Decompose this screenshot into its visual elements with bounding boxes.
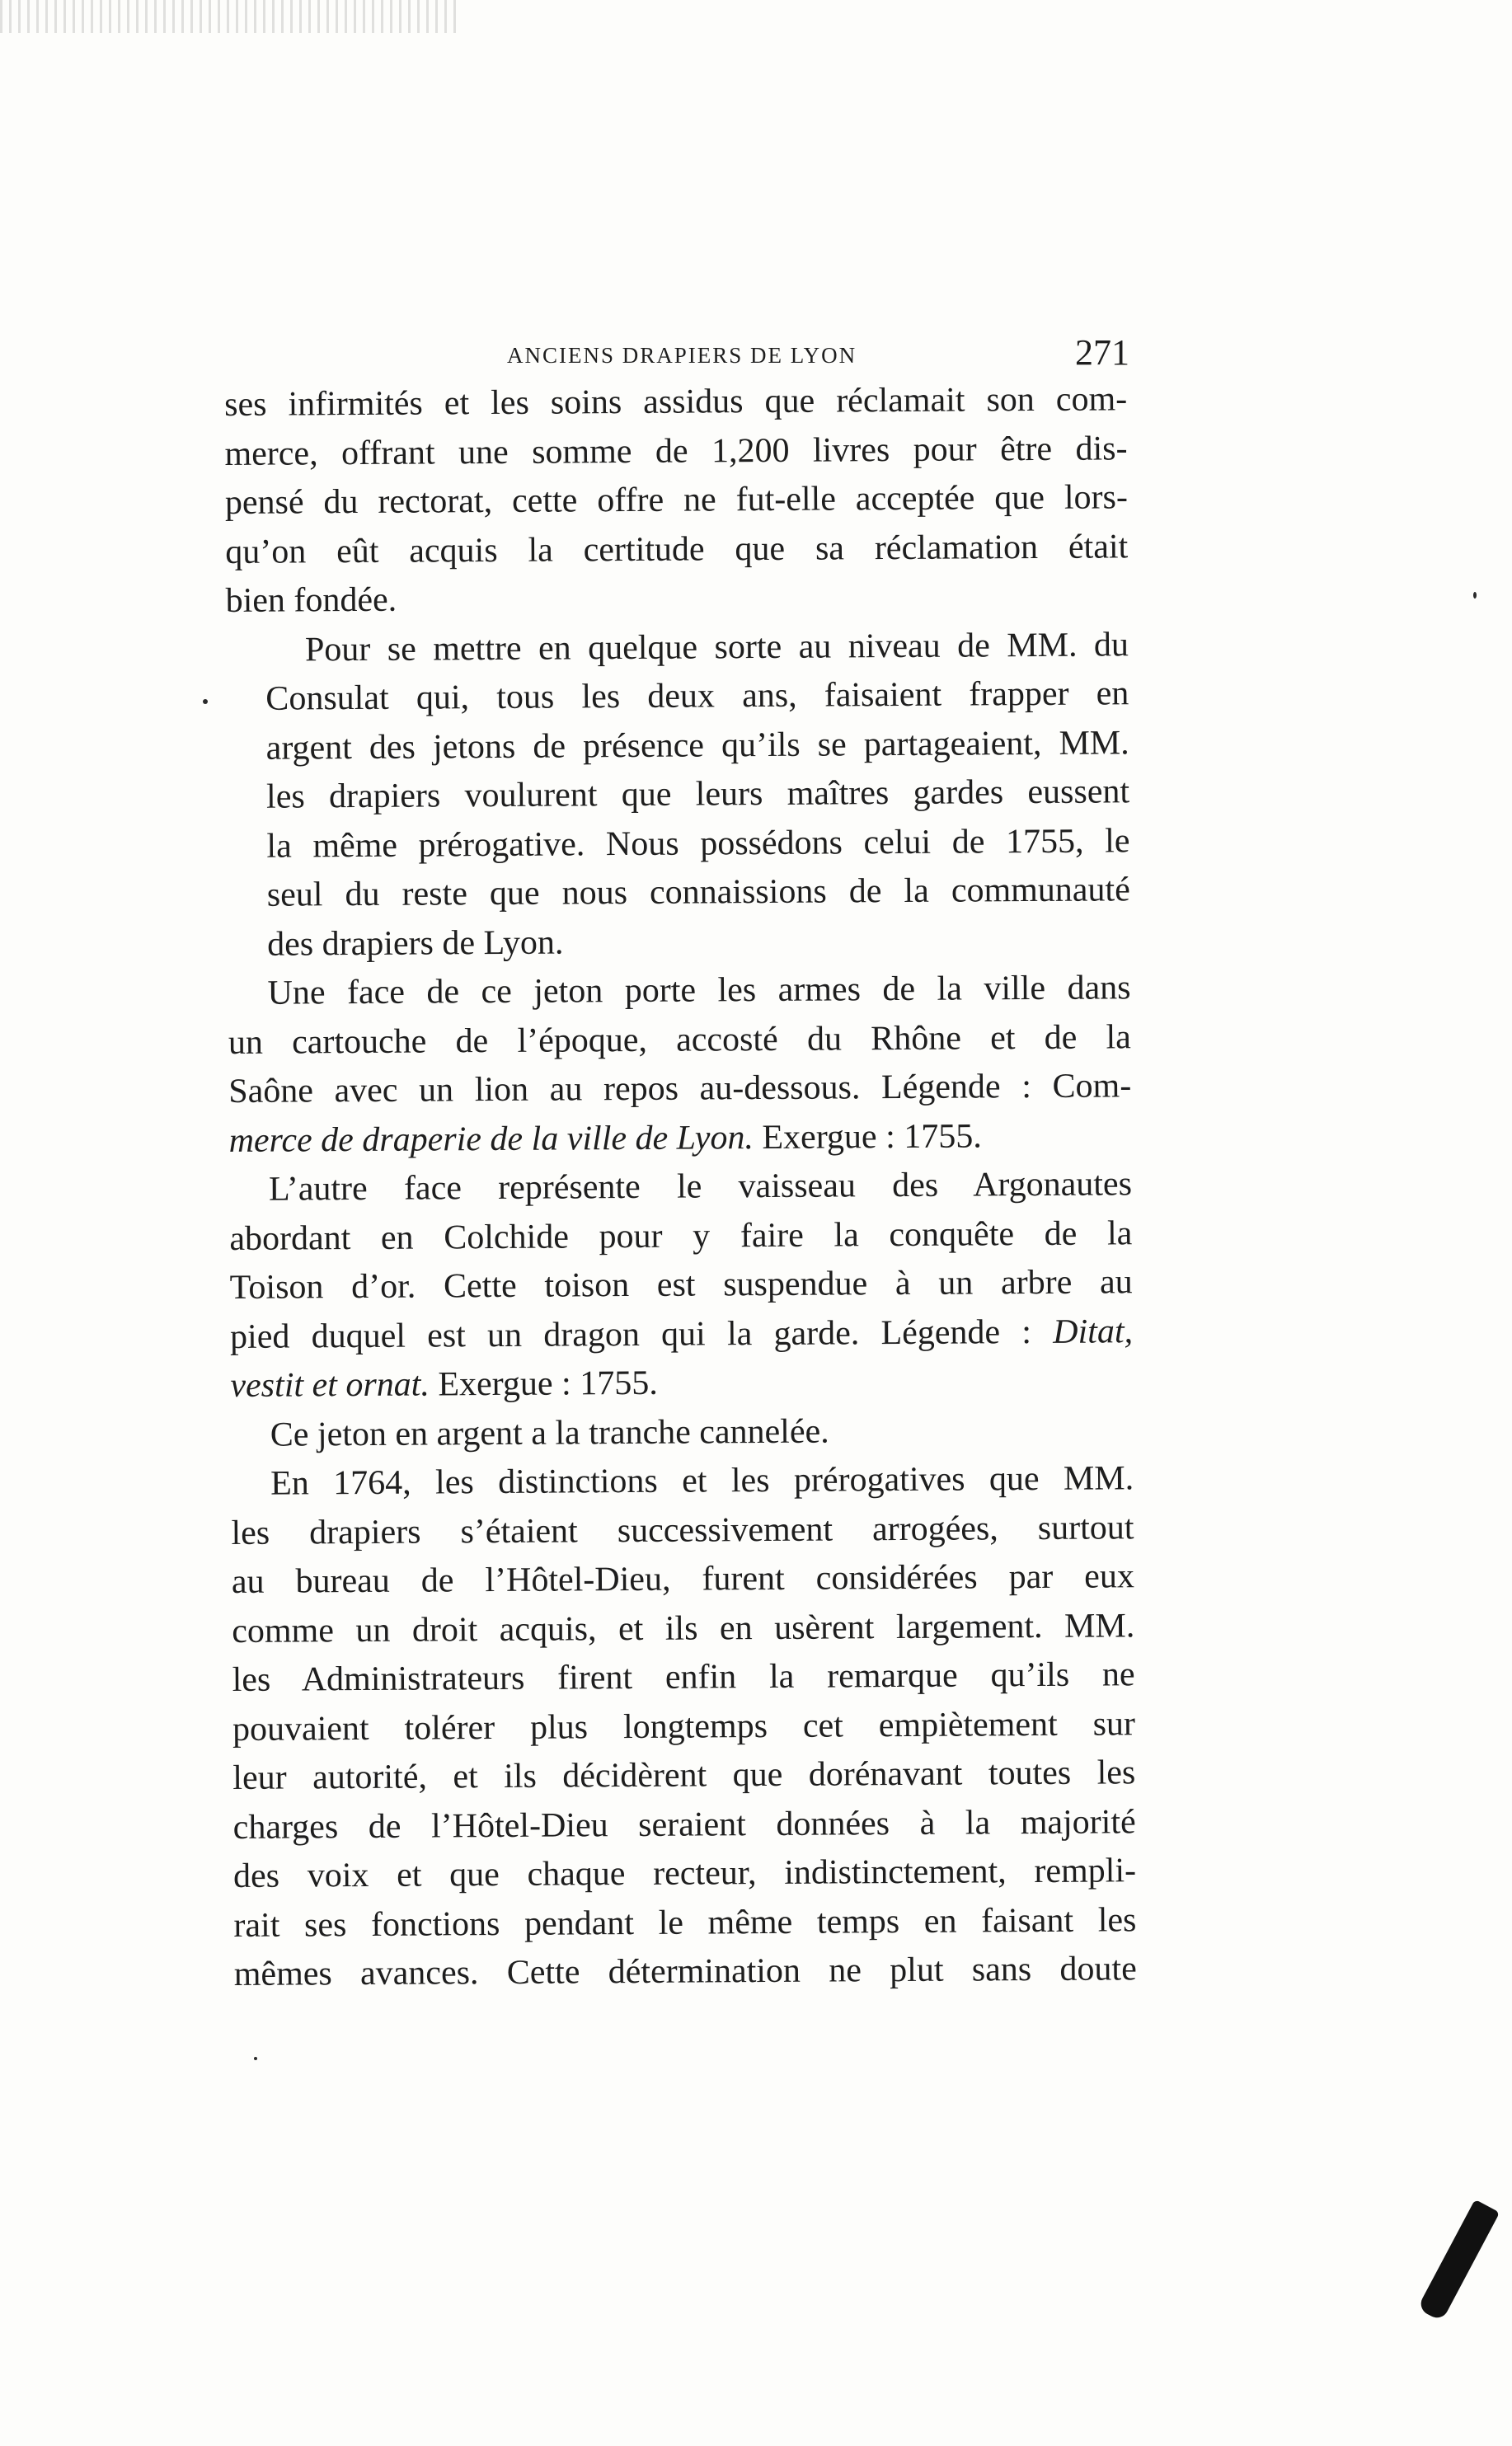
italic-legend: vestit et ornat. [230, 1365, 430, 1405]
italic-legend: merce de draperie de la ville de Lyon. [228, 1118, 754, 1160]
page-number: 271 [1075, 332, 1129, 373]
paragraph-4 [229, 1160, 1134, 1411]
body-text [224, 375, 1137, 1999]
text-line: pouvaient tolérer plus longtemps cet empiètement sur [232, 1704, 1136, 1749]
text-line: des voix et que chaque recteur, indistinctement, rempli- [232, 1852, 1137, 1895]
text-line: mêmes avances. Cette détermination ne plut sans doute [233, 1950, 1137, 1993]
scan-speck [1473, 592, 1477, 599]
text-line [230, 1356, 1133, 1411]
exergue-text: Exergue : 1755. [429, 1364, 658, 1404]
text-line: au bureau de l’Hôtel-Dieu, furent considérées par eux [231, 1557, 1135, 1601]
paragraph-1 [224, 375, 1129, 626]
scan-speck [254, 2057, 257, 2060]
text-line: abordant en Colchide pour y faire la conquête de la [229, 1214, 1133, 1258]
text-line: des drapiers de Lyon. [267, 923, 564, 964]
text-line: leur autorité, et ils décidèrent que dorénavant toutes les [232, 1754, 1136, 1797]
legend-lead: pied duquel est un dragon qui la garde. Légende : [229, 1312, 1054, 1356]
text-line: Consulat qui, tous les deux ans, faisaient frapper en [265, 674, 1129, 718]
scan-speck [203, 699, 208, 704]
text-line: L’autre face représente le vaisseau des Argonautes [268, 1165, 1133, 1209]
paragraph-6 [231, 1454, 1137, 1999]
text-line: seul du reste que nous connaissions de la communauté [266, 871, 1130, 914]
text-line [230, 1308, 1133, 1362]
exergue-text: Exergue : 1755. [753, 1116, 982, 1157]
text-line: charges de l’Hôtel-Dieu seraient données à la majorité [232, 1802, 1136, 1847]
text-line: un cartouche de l’époque, accosté du Rhône et de la [228, 1017, 1132, 1062]
text-line: En 1764, les distinctions et les prérogatives que MM. [270, 1459, 1134, 1503]
text-line: Toison d’or. Cette toison est suspendue à un arbre au [229, 1263, 1133, 1307]
scan-noise [0, 0, 462, 33]
running-head [223, 331, 1129, 381]
running-title: ANCIENS DRAPIERS DE LYON [507, 343, 857, 368]
text-line: les drapiers voulurent que leurs maîtres gardes eussent [265, 772, 1130, 816]
text-line: Une face de ce jeton porte les armes de la ville dans [267, 969, 1131, 1012]
paragraph-5 [231, 1406, 1134, 1460]
italic-legend: Ditat, [1053, 1312, 1134, 1351]
text-line: Saône avec un lion au repos au-dessous. Légende : Com- [228, 1067, 1132, 1110]
text-line: argent des jetons de présence qu’ils se partageaient, MM. [265, 723, 1129, 768]
text-line: Pour se mettre en quelque sorte au niveau de MM. du [304, 625, 1129, 669]
text-line: les drapiers s’étaient successivement arrogées, surtout [231, 1508, 1134, 1552]
ink-mark [1417, 2200, 1500, 2322]
text-line: bien fondée. [225, 580, 397, 620]
paragraph-2 [226, 621, 1131, 969]
text-line: merce, offrant une somme de 1,200 livres pour être dis- [224, 429, 1128, 473]
text-line: qu’on eût acquis la certitude que sa réclamation était [225, 527, 1129, 571]
text-line: rait ses fonctions pendant le même temps en faisant les [233, 1900, 1137, 1945]
text-line: les Administrateurs firent enfin la remarque qu’ils ne [232, 1655, 1135, 1699]
text-line: la même prérogative. Nous possédons celui de 1755, le [266, 821, 1130, 866]
text-line: ses infirmités et les soins assidus que réclamait son com- [224, 380, 1128, 424]
text-line: pensé du rectorat, cette offre ne fut-elle acceptée que lors- [224, 478, 1129, 522]
paragraph-3 [228, 964, 1131, 1166]
text-line: comme un droit acquis, et ils en usèrent largement. MM. [232, 1606, 1135, 1650]
text-line: Ce jeton en argent a la tranche cannelée. [270, 1412, 829, 1454]
text-line [228, 1111, 1131, 1166]
